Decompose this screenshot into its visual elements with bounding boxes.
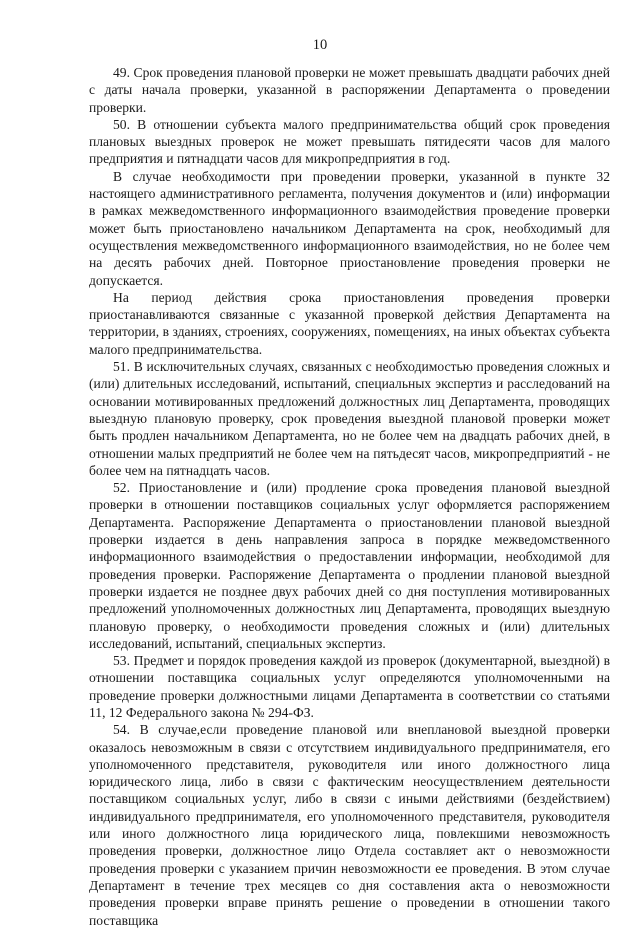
document-body (89, 64, 610, 929)
page-number: 10 (312, 37, 328, 53)
paragraph-49: 49. Срок проведения плановой проверки не может превышать двадцати рабочих дней с даты начала проверки, указанной в распоряжении Департамента о проведении проверки. (89, 65, 610, 115)
paragraph-53: 53. Предмет и порядок проведения каждой из проверок (документарной, выездной) в отношении поставщика социальных услуг определяются уполномоченными на проведение проверки должностными лицами Департамента в соответствии со статьями 11, 12 Федерального закона № 294-ФЗ. (89, 653, 610, 720)
paragraph-suspension: В случае необходимости при проведении проверки, указанной в пункте 32 настоящего административного регламента, получения документов и (или) информации в рамках межведомственного информационного взаимодействия проведение проверки может быть приостановлено начальником Департамента на срок, необходимый для осуществления межведомственного информационного взаимодействия, но не более чем на десять рабочих дней. Повторное приостановление проведения проверки не допускается. (89, 168, 610, 288)
paragraph-50: 50. В отношении субъекта малого предпринимательства общий срок проведения плановых выездных проверок не может превышать пятидесяти часов для малого предприятия и пятнадцати часов для микропредприятия в год. (89, 116, 610, 167)
paragraph-suspension-period: На период действия срока приостановления проведения проверки приостанавливаются связанные с указанной проверкой действия Департамента на территории, в зданиях, строениях, сооружениях, помещениях, на иных объектах субъекта малого предпринимательства. (89, 289, 610, 357)
paragraph-51: 51. В исключительных случаях, связанных с необходимостью проведения сложных и (или) длительных исследований, испытаний, специальных экспертиз и расследований на основании мотивированных предложений должностных лиц Департамента, проводящих выездную плановую проверку, срок проведения выездной плановой проверки может быть продлен начальником Департамента, но не более чем на двадцать рабочих дней, в отношении малых предприятий не более чем на пятьдесят часов, микропредприятий - не более чем на пятнадцать часов. (89, 359, 610, 478)
paragraph-52: 52. Приостановление и (или) продление срока проведения плановой выездной проверки в отношении поставщиков социальных услуг оформляется распоряжением Департамента. Распоряжение Департамента о приостановлении плановой выездной проверки издается в день направления запроса в порядке межведомственного информационного взаимодействия о предоставлении информации, необходимой для проведения проверки. Распоряжение Департамента о продлении плановой выездной проверки издается не позднее двух рабочих дней со дня поступления мотивированных предложений уполномоченных должностных лиц Департамента, проводящих выездную плановую проверку, о необходимости проведения сложных и (или) длительных исследований, испытаний, специальных экспертиз. (89, 480, 610, 651)
paragraph-54: 54. В случае,если проведение плановой или внеплановой выездной проверки оказалось невозможным в связи с отсутствием индивидуального предпринимателя, его уполномоченного представителя, руководителя или иного должностного лица юридического лица, либо в связи с фактическим неосуществлением деятельности поставщиком социальных услуг, либо в связи с иными действиями (бездействием) индивидуального предпринимателя, его уполномоченного представителя, руководителя или иного должностного лица юридического лица, повлекшими невозможность проведения проверки, должностное лицо Отдела составляет акт о невозможности проведения проверки с указанием причин невозможности ее проведения. В этом случае Департамент в течение трех месяцев со дня составления акта о невозможности проведения проверки вправе принять решение о проведении в отношении такого поставщика (89, 722, 610, 928)
